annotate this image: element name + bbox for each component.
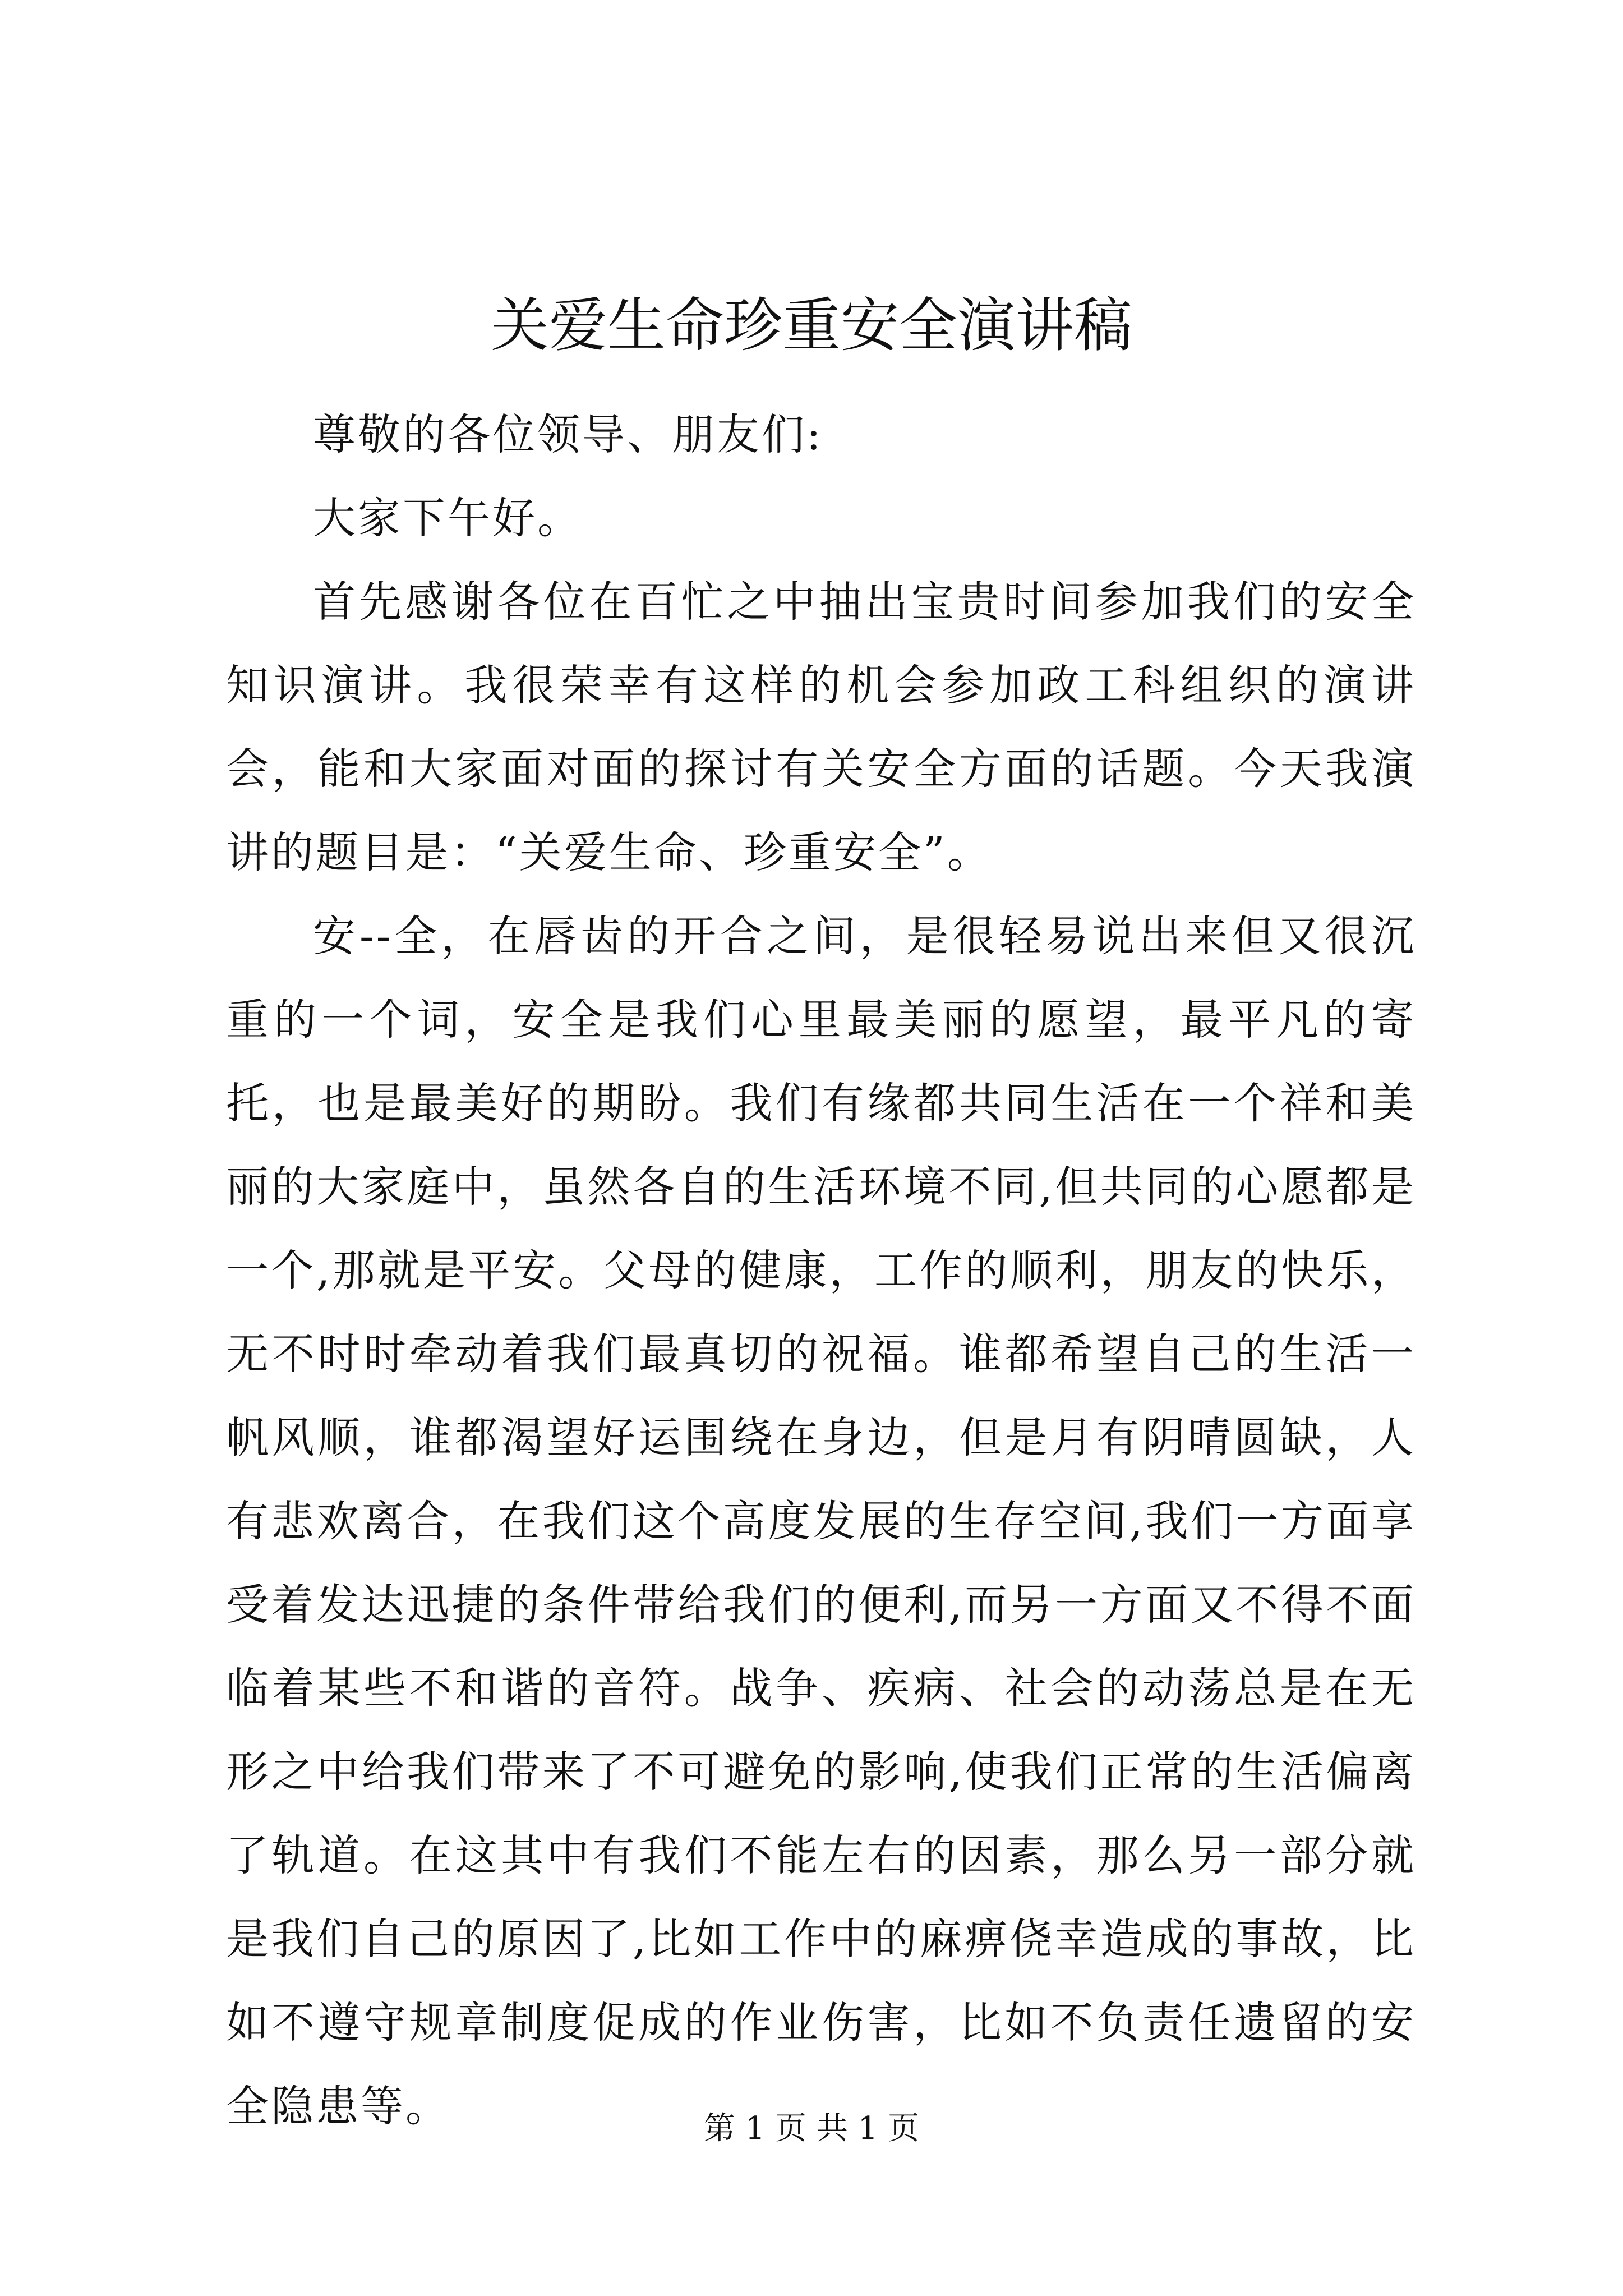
paragraph-salutation: 尊敬的各位领导、朋友们:	[313, 409, 823, 459]
document-title: 关爱生命珍重安全演讲稿	[490, 291, 1132, 360]
paragraph-main: 安--全，在唇齿的开合之间，是很轻易说出来但又很沉重的一个词，安全是我们心里最美丽的愿望，最平凡的寄托，也是最美好的期盼。我们有缘都共同生活在一个祥和美丽的大家庭中，虽然各自的生活环境不同,但共同的心愿都是一个,那就是平安。父母的健康，工作的顺利，朋友的快乐，无不时时牵动着我们最真切的祝福。谁都希望自己的生活一帆风顺，谁都渴望好运围绕在身边，但是月有阴晴圆缺，人有悲欢离合，在我们这个高度发展的生存空间,我们一方面享受着发达迅捷的条件带给我们的便利,而另一方面又不得不面临着某些不和谐的音符。战争、疾病、社会的动荡总是在无形之中给我们带来了不可避免的影响,使我们正常的生活偏离了轨道。在这其中有我们不能左右的因素，那么另一部分就是我们自己的原因了,比如工作中的麻痹侥幸造成的事故，比如不遵守规章制度促成的作业伤害，比如不负责任遗留的安全隐患等。	[226, 911, 1416, 2131]
document-body	[226, 393, 1416, 2148]
page-footer: 第 1 页 共 1 页	[703, 2110, 920, 2147]
paragraph-greeting: 大家下午好。	[313, 493, 582, 543]
paragraph-intro: 首先感谢各位在百忙之中抽出宝贵时间参加我们的安全知识演讲。我很荣幸有这样的机会参加政工科组织的演讲会，能和大家面对面的探讨有关安全方面的话题。今天我演讲的题目是：“关爱生命、珍重安全”。	[226, 577, 1416, 877]
